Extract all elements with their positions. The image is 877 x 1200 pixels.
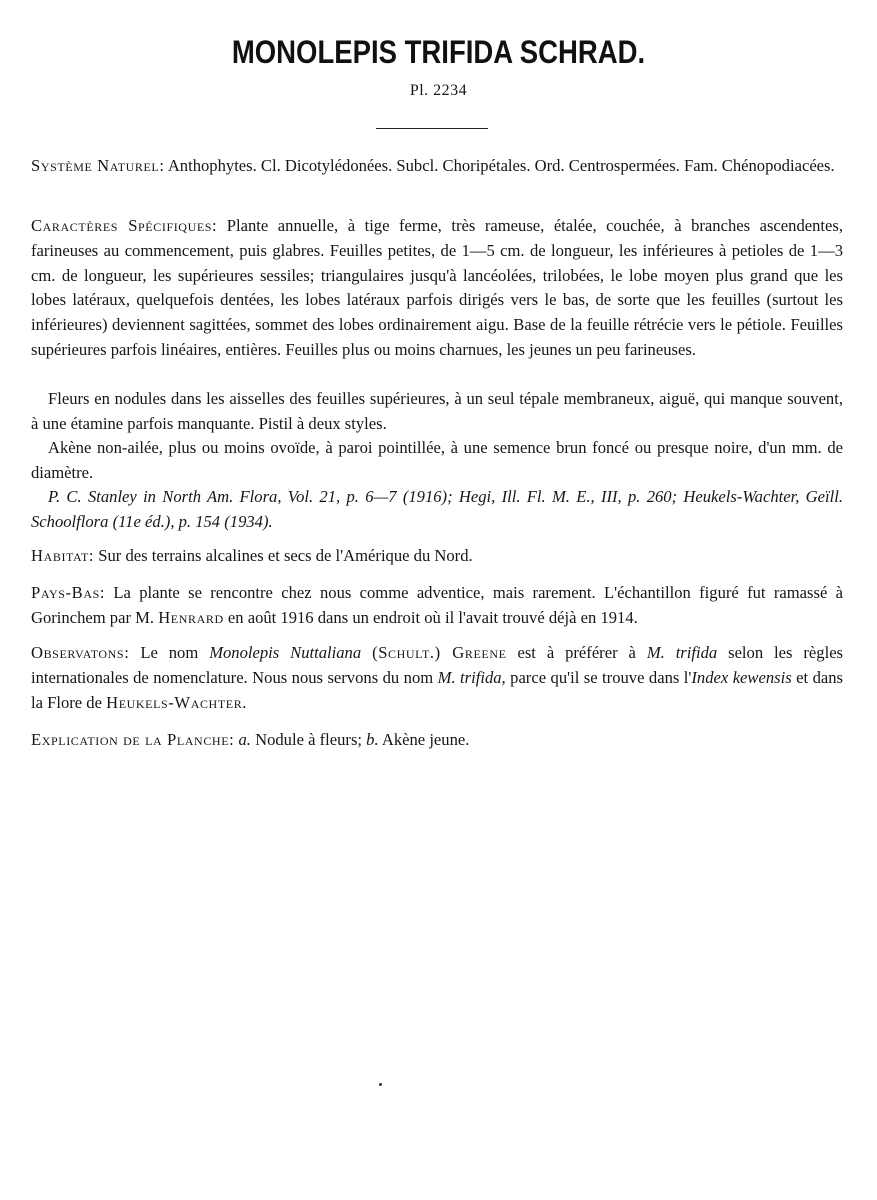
- observations-text-3: selon les règles internationales de nomenclature. Nous nous servons du nom: [31, 643, 844, 687]
- figure-b-text: Akène jeune.: [381, 730, 470, 749]
- observations-label: Observatons:: [31, 643, 130, 662]
- page-speck: [379, 1083, 382, 1086]
- index-name: Index kewensis: [691, 667, 792, 687]
- caracteres-paragraph: [31, 214, 843, 363]
- observations-text-4: , parce qu'il se trouve dans l': [501, 667, 692, 687]
- plate-number: Pl. 2234: [409, 82, 468, 99]
- caracteres-text: Plante annuelle, à tige ferme, très rameuse, étalée, couchée, à branches ascendentes, farineuses au commencement, puis glabres. Feuilles petites, de 1—5 cm. de longueur, les inférieures à petioles de 1—3 cm. de longueur, les supérieures sessiles; triangulaires jusqu'à lancéolées, trilobées, le lobe moyen plus grand que les lobes latéraux, quelquefois dentées, les lobes latéraux parfois dirigés vers le bas, de sorte que les feuilles (surtout les inférieures) deviennent sagittées, sommet des lobes ordinairement aigu. Base de la feuille rétrécie vers le pétiole. Feuilles supérieures parfois linéaires, entières. Feuilles plus ou moins charnues, les jeunes un peu farineuses.: [31, 216, 843, 359]
- habitat-label: Habitat:: [31, 546, 95, 565]
- pays-bas-text-2: en août 1916 dans un endroit où il l'avait trouvé déjà en 1914.: [227, 607, 638, 627]
- figure-a-text: Nodule à fleurs;: [255, 730, 363, 749]
- observations-text-1: Le nom: [140, 643, 199, 662]
- systeme-naturel-paragraph: [31, 154, 843, 179]
- species-name-3: M. trifida: [437, 667, 502, 687]
- observations-text-5: et dans la Flore de: [31, 667, 844, 712]
- systeme-label: Système Naturel:: [31, 156, 165, 175]
- habitat-text: Sur des terrains alcalines et secs de l'Amérique du Nord.: [98, 546, 473, 565]
- explication-paragraph: [31, 728, 843, 753]
- species-name-1: Monolepis Nuttaliana: [209, 643, 362, 662]
- systeme-text: Anthophytes. Cl. Dicotylédonées. Subcl. Choripétales. Ord. Centrospermées. Fam. Chénopodiacées.: [167, 156, 835, 175]
- explication-label: Explication de la Planche:: [31, 730, 235, 749]
- pays-bas-text-1: La plante se rencontre chez nous comme adventice, mais rarement. L'échantillon figuré fut ramassé à Gorinchem par M.: [31, 583, 844, 627]
- pays-bas-paragraph: [31, 581, 843, 631]
- species-name-2: M. trifida: [646, 643, 718, 662]
- observations-text-2: est à préférer à: [517, 643, 636, 662]
- caracteres-label: Caractères Spécifiques:: [31, 216, 218, 235]
- author-name-2: Heukels-Wachter.: [106, 692, 248, 712]
- page-title: MONOLEPIS TRIFIDA SCHRAD.: [231, 34, 646, 70]
- title-divider: [376, 128, 488, 129]
- pays-bas-label: Pays-Bas:: [31, 583, 106, 602]
- author-name-1: (Schult.) Greene: [372, 643, 507, 662]
- habitat-paragraph: [31, 544, 843, 569]
- collector-name: Henrard: [158, 607, 224, 627]
- akene-paragraph: Akène non-ailée, plus ou moins ovoïde, à paroi pointillée, à une semence brun foncé ou presque noire, d'un mm. de diamètre.: [31, 438, 843, 482]
- references-paragraph: P. C. Stanley in North Am. Flora, Vol. 21, p. 6—7 (1916); Hegi, Ill. Fl. M. E., III, p. 260; Heukels-Wachter, Geïll. Schoolflora (11e éd.), p. 154 (1934).: [31, 487, 843, 531]
- figure-a-letter: a.: [238, 730, 251, 749]
- observations-paragraph: [31, 641, 843, 715]
- figure-b-letter: b.: [366, 730, 379, 749]
- fleurs-paragraph: Fleurs en nodules dans les aisselles des feuilles supérieures, à un seul tépale membraneux, aiguë, qui manque souvent, à une étamine parfois manquante. Pistil à deux styles.: [31, 389, 843, 433]
